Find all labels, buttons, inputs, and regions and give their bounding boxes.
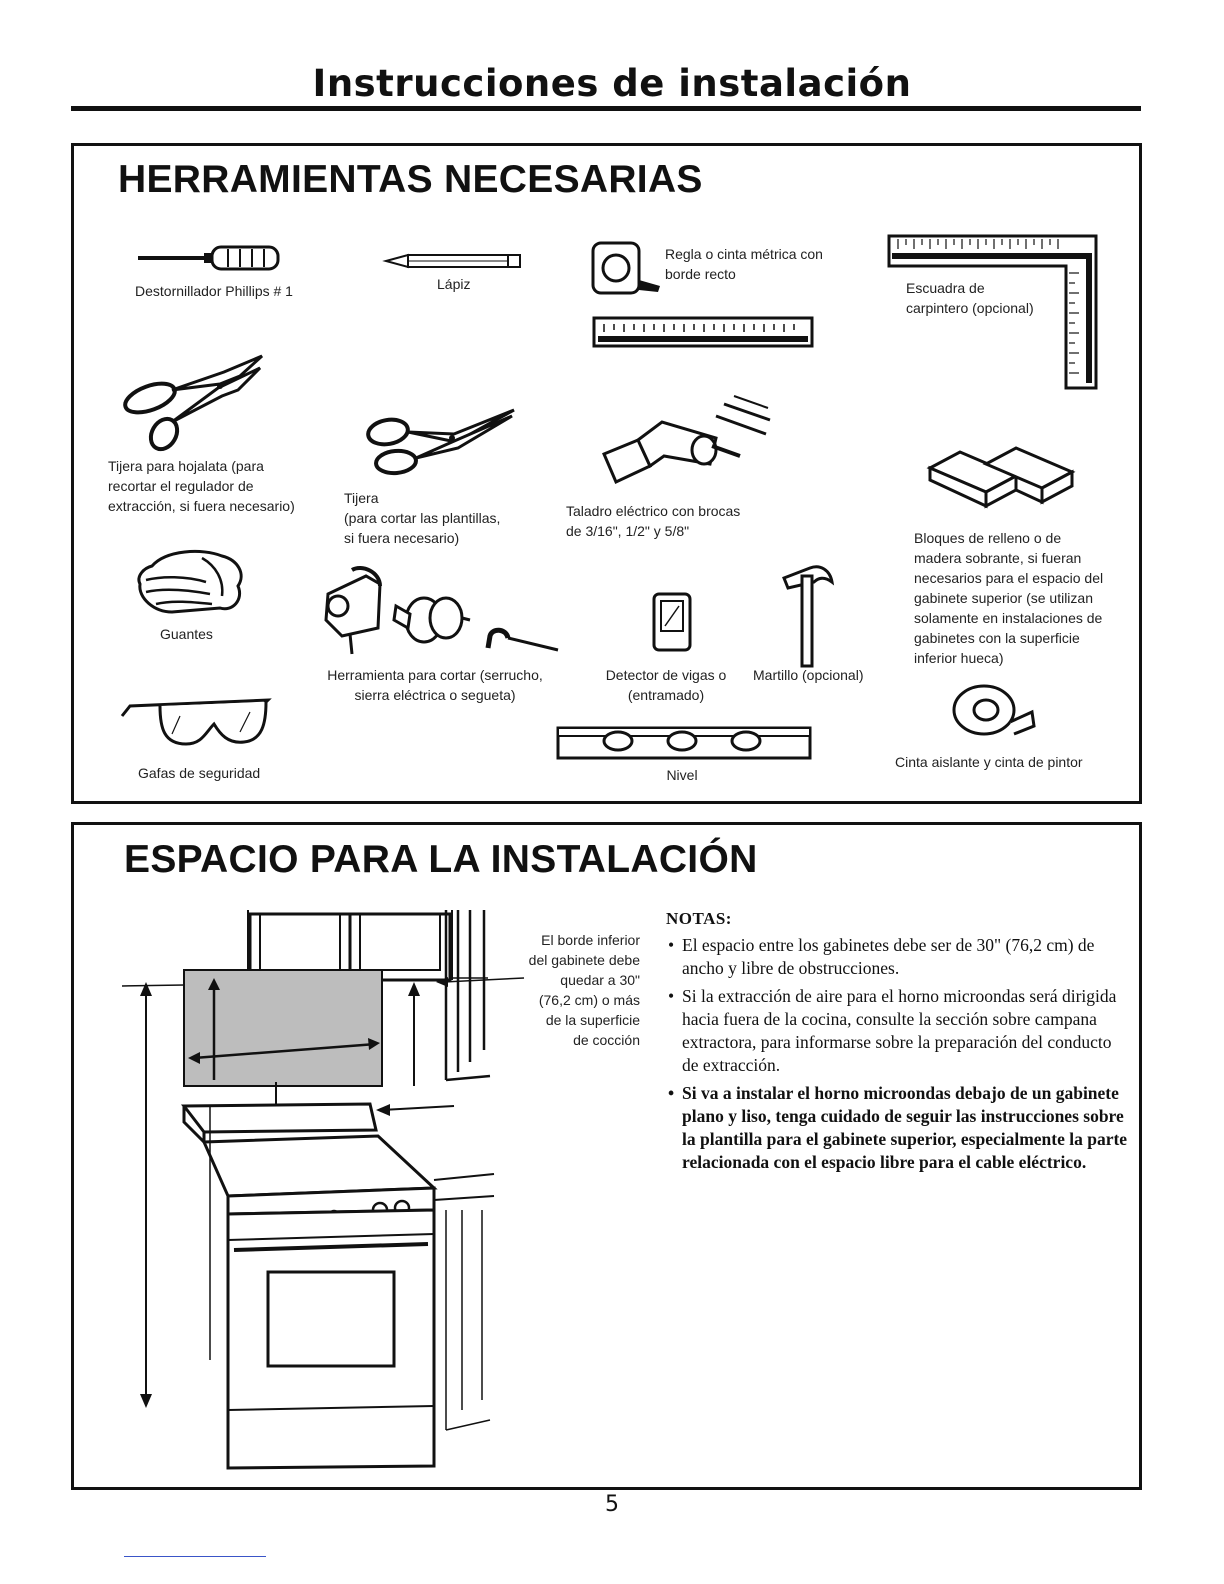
gloves-icon [132,546,252,616]
hammer-label: Martillo (opcional) [753,667,864,683]
note-item: • Si va a instalar el horno microondas debajo de un gabinete plano y liso, tenga cuidado de seguir las instrucciones sobre la plantilla para el gabinete superior, especialmente la parte relacionada con el espacio libre para el cable eléctrico. [666,1082,1128,1174]
hammer-icon [780,560,834,668]
stud-finder-icon [652,592,692,652]
level-label: Nivel [666,767,698,783]
notes-list [666,934,1128,1174]
drill-icon [592,394,776,492]
filler-blocks-icon [926,446,1076,516]
ruler-icon [592,316,814,348]
filler-blocks-label: Bloques de relleno o de madera sobrante, si fueran necesarios para el espacio del gabinete superior (se utilizan solamente en instalaciones de gabinetes con la superficie inferior hueca) [914,530,1104,666]
space-heading: ESPACIO PARA LA INSTALACIÓN [124,838,758,881]
screwdriver-icon [136,244,282,272]
kitchen-diagram [108,910,494,1480]
tape-roll-label: Cinta aislante y cinta de pintor [895,754,1083,770]
tools-heading: HERRAMIENTAS NECESARIAS [118,158,703,201]
level-icon [556,724,812,760]
note-item: • Si la extracción de aire para el horno microondas será dirigida hacia fuera de la cocina, consulte la sección sobre campana extractora, para informarse sobre la preparación del conducto de extracción. [666,985,1128,1077]
title-rule [71,106,1141,111]
scissors-icon [364,406,516,478]
safety-glasses-label: Gafas de seguridad [138,765,261,781]
footer-link-line [124,1556,266,1557]
cutting-tool-icon [322,566,564,658]
note-item: • El espacio entre los gabinetes debe ser de 30" (76,2 cm) de ancho y libre de obstrucciones. [666,934,1128,980]
tin-snips-label: Tijera para hojalata (para recortar el regulador de extracción, si fuera necesario) [108,458,295,514]
cutting-tool-label: Herramienta para cortar (serrucho, sierra eléctrica o segueta) [327,667,543,703]
page-title: Instrucciones de instalación [312,62,912,105]
carpenter-square-label: Escuadra de carpintero (opcional) [906,280,1034,316]
tin-snips-icon [120,350,268,454]
page-number: 5 [605,1492,619,1517]
safety-glasses-icon [120,694,272,754]
stud-finder-label: Detector de vigas o (entramado) [605,667,727,703]
screwdriver-label: Destornillador Phillips # 1 [135,283,293,299]
notes-heading: NOTAS: [666,909,732,928]
drill-label: Taladro eléctrico con brocas de 3/16", 1/2" y 5/8" [566,503,741,539]
diagram-caption: El borde inferior del gabinete debe quedar a 30" (76,2 cm) o más de la superficie de cocción [528,932,640,1048]
tape-roll-icon [950,682,1036,738]
gloves-label: Guantes [160,626,213,642]
tape-measure-icon [590,240,662,298]
tape-measure-label: Regla o cinta métrica con borde recto [665,246,823,282]
pencil-icon [384,254,522,268]
notes-block [666,907,1128,1179]
pencil-label: Lápiz [437,276,471,292]
scissors-label: Tijera (para cortar las plantillas, si fuera necesario) [344,490,501,546]
